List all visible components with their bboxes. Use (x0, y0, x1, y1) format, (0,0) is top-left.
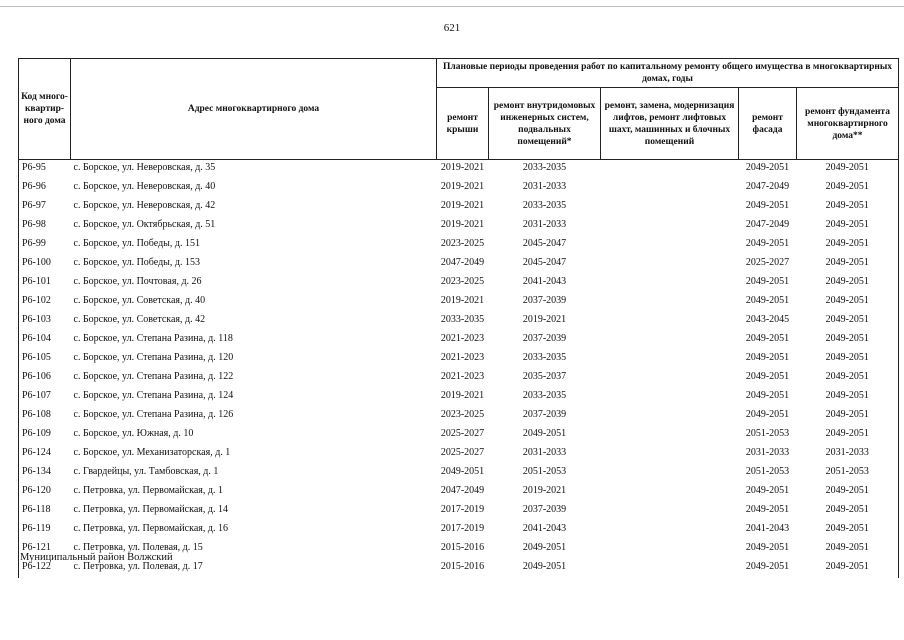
cell-address: с. Борское, ул. Степана Разина, д. 126 (73, 409, 234, 420)
cell-engineering: 2019-2021 (522, 485, 567, 496)
cell-engineering: 2033-2035 (522, 200, 567, 211)
cell-address: с. Борское, ул. Степана Разина, д. 122 (73, 371, 234, 382)
header-roof: ремонт крыши (437, 88, 489, 160)
cell-engineering: 2019-2021 (522, 314, 567, 325)
cell-facade: 2049-2051 (745, 200, 790, 211)
cell-facade: 2049-2051 (745, 295, 790, 306)
cell-roof: 2023-2025 (440, 409, 485, 420)
table-row (19, 483, 899, 502)
cell-lifts (601, 426, 739, 445)
cell-address: с. Борское, ул. Южная, д. 10 (73, 428, 194, 439)
cell-roof: 2025-2027 (440, 428, 485, 439)
cell-foundation: 2049-2051 (797, 179, 899, 198)
table-row (19, 312, 899, 331)
table-row (19, 198, 899, 217)
cell-foundation: 2049-2051 (797, 255, 899, 274)
table-row (19, 407, 899, 426)
table-row (19, 350, 899, 369)
table-row (19, 521, 899, 540)
cell-address: с. Борское, ул. Степана Разина, д. 124 (73, 390, 234, 401)
cell-facade: 2049-2051 (745, 333, 790, 344)
cell-facade: 2049-2051 (745, 390, 790, 401)
cell-code: Р6-119 (19, 521, 71, 540)
cell-address: с. Борское, ул. Неверовская, д. 40 (73, 181, 216, 192)
cell-lifts (601, 293, 739, 312)
cell-facade: 2049-2051 (745, 238, 790, 249)
page-number: 621 (443, 22, 461, 34)
cell-code: Р6-120 (19, 483, 71, 502)
cell-address: с. Гвардейцы, ул. Тамбовская, д. 1 (73, 466, 219, 477)
cell-facade: 2049-2051 (745, 485, 790, 496)
cell-roof: 2023-2025 (440, 276, 485, 287)
cell-lifts (601, 350, 739, 369)
cell-code: Р6-97 (19, 198, 71, 217)
cell-address: с. Борское, ул. Степана Разина, д. 120 (73, 352, 234, 363)
header-facade: ремонт фасада (739, 88, 797, 160)
cell-foundation: 2049-2051 (797, 236, 899, 255)
cell-foundation: 2049-2051 (797, 217, 899, 236)
cell-foundation: 2049-2051 (797, 369, 899, 388)
cell-roof: 2025-2027 (440, 447, 485, 458)
cell-engineering: 2035-2037 (522, 371, 567, 382)
cell-lifts (601, 559, 739, 578)
cell-roof: 2015-2016 (440, 542, 485, 553)
cell-code: Р6-109 (19, 426, 71, 445)
cell-code: Р6-98 (19, 217, 71, 236)
table-row (19, 160, 899, 180)
cell-roof: 2047-2049 (440, 485, 485, 496)
table-row (19, 331, 899, 350)
table-body (19, 160, 899, 579)
cell-lifts (601, 179, 739, 198)
table-row (19, 502, 899, 521)
table-row (19, 274, 899, 293)
cell-engineering: 2045-2047 (522, 238, 567, 249)
cell-address: с. Петровка, ул. Первомайская, д. 16 (73, 523, 228, 534)
cell-facade: 2041-2043 (745, 523, 790, 534)
cell-code: Р6-105 (19, 350, 71, 369)
cell-lifts (601, 331, 739, 350)
cell-roof: 2019-2021 (440, 200, 485, 211)
cell-engineering: 2037-2039 (522, 409, 567, 420)
cell-address: с. Борское, ул. Октябрьская, д. 51 (73, 219, 216, 230)
table-row (19, 464, 899, 483)
cell-foundation: 2049-2051 (797, 483, 899, 502)
cell-engineering: 2031-2033 (522, 181, 567, 192)
cell-foundation: 2049-2051 (797, 559, 899, 578)
cell-foundation: 2049-2051 (797, 331, 899, 350)
cell-facade: 2051-2053 (745, 466, 790, 477)
cell-roof: 2021-2023 (440, 333, 485, 344)
cell-code: Р6-99 (19, 236, 71, 255)
cell-lifts (601, 483, 739, 502)
cell-code: Р6-134 (19, 464, 71, 483)
cell-engineering: 2033-2035 (522, 390, 567, 401)
cell-address: с. Борское, ул. Неверовская, д. 42 (73, 200, 216, 211)
cell-address: с. Петровка, ул. Первомайская, д. 14 (73, 504, 228, 515)
cell-code: Р6-101 (19, 274, 71, 293)
cell-facade: 2049-2051 (745, 276, 790, 287)
cell-facade: 2049-2051 (745, 162, 790, 173)
cell-lifts (601, 160, 739, 180)
cell-engineering: 2051-2053 (522, 466, 567, 477)
cell-engineering: 2037-2039 (522, 504, 567, 515)
cell-lifts (601, 521, 739, 540)
cell-foundation: 2049-2051 (797, 293, 899, 312)
table-row (19, 217, 899, 236)
cell-facade: 2049-2051 (745, 561, 790, 572)
cell-facade: 2047-2049 (745, 219, 790, 230)
cell-lifts (601, 274, 739, 293)
cell-engineering: 2031-2033 (522, 219, 567, 230)
cell-foundation: 2049-2051 (797, 312, 899, 331)
cell-facade: 2049-2051 (745, 542, 790, 553)
cell-address: с. Борское, ул. Степана Разина, д. 118 (73, 333, 233, 344)
table-row (19, 293, 899, 312)
cell-roof: 2021-2023 (440, 371, 485, 382)
cell-code: Р6-95 (19, 160, 71, 180)
cell-facade: 2025-2027 (745, 257, 790, 268)
table-row (19, 179, 899, 198)
cell-address: с. Петровка, ул. Полевая, д. 17 (73, 561, 203, 572)
cell-code: Р6-124 (19, 445, 71, 464)
cell-facade: 2047-2049 (745, 181, 790, 192)
header-foundation: ремонт фундамента многоквартирного дома** (797, 88, 899, 160)
cell-address: с. Борское, ул. Победы, д. 151 (73, 238, 200, 249)
cell-lifts (601, 255, 739, 274)
table-row (19, 426, 899, 445)
cell-facade: 2051-2053 (745, 428, 790, 439)
header-planned-periods: Плановые периоды проведения работ по капитальному ремонту общего имущества в многоквартирных домах, годы (437, 59, 899, 88)
cell-roof: 2015-2016 (440, 561, 485, 572)
cell-foundation: 2049-2051 (797, 407, 899, 426)
cell-address: с. Петровка, ул. Полевая, д. 15 (73, 542, 203, 553)
cell-address: с. Борское, ул. Почтовая, д. 26 (73, 276, 202, 287)
cell-roof: 2033-2035 (440, 314, 485, 325)
cell-facade: 2049-2051 (745, 409, 790, 420)
capital-repair-table (18, 58, 899, 578)
cell-roof: 2021-2023 (440, 352, 485, 363)
header-lifts: ремонт, замена, модернизация лифтов, ремонт лифтовых шахт, машинных и блочных помещений (601, 88, 739, 160)
cell-lifts (601, 388, 739, 407)
cell-code: Р6-96 (19, 179, 71, 198)
table-row (19, 445, 899, 464)
cell-roof: 2019-2021 (440, 181, 485, 192)
cell-foundation: 2031-2033 (797, 445, 899, 464)
cell-code: Р6-118 (19, 502, 71, 521)
cell-address: с. Борское, ул. Советская, д. 42 (73, 314, 206, 325)
cell-engineering: 2031-2033 (522, 447, 567, 458)
cell-roof: 2047-2049 (440, 257, 485, 268)
cell-facade: 2049-2051 (745, 504, 790, 515)
cell-code: Р6-108 (19, 407, 71, 426)
cell-roof: 2017-2019 (440, 523, 485, 534)
cell-roof: 2023-2025 (440, 238, 485, 249)
cell-roof: 2017-2019 (440, 504, 485, 515)
district-heading: Муниципальный район Волжский (20, 552, 173, 563)
cell-foundation: 2049-2051 (797, 388, 899, 407)
cell-lifts (601, 217, 739, 236)
cell-engineering: 2049-2051 (522, 428, 567, 439)
cell-code: Р6-100 (19, 255, 71, 274)
scan-edge-line (0, 6, 904, 7)
cell-address: с. Петровка, ул. Первомайская, д. 1 (73, 485, 223, 496)
cell-lifts (601, 464, 739, 483)
cell-address: с. Борское, ул. Советская, д. 40 (73, 295, 206, 306)
cell-foundation: 2049-2051 (797, 540, 899, 559)
header-engineering: ремонт внутридомовых инженерных систем, подвальных помещений* (489, 88, 601, 160)
cell-roof: 2019-2021 (440, 295, 485, 306)
cell-address: с. Борское, ул. Неверовская, д. 35 (73, 162, 216, 173)
cell-foundation: 2049-2051 (797, 502, 899, 521)
cell-engineering: 2049-2051 (522, 561, 567, 572)
cell-foundation: 2051-2053 (797, 464, 899, 483)
cell-lifts (601, 312, 739, 331)
cell-code: Р6-122 (19, 559, 71, 578)
cell-engineering: 2045-2047 (522, 257, 567, 268)
cell-lifts (601, 445, 739, 464)
cell-engineering: 2049-2051 (522, 542, 567, 553)
cell-foundation: 2049-2051 (797, 198, 899, 217)
cell-foundation: 2049-2051 (797, 274, 899, 293)
cell-facade: 2049-2051 (745, 352, 790, 363)
cell-engineering: 2037-2039 (522, 333, 567, 344)
cell-roof: 2019-2021 (440, 162, 485, 173)
cell-code: Р6-102 (19, 293, 71, 312)
cell-lifts (601, 502, 739, 521)
cell-engineering: 2041-2043 (522, 276, 567, 287)
cell-lifts (601, 407, 739, 426)
table-row (19, 255, 899, 274)
cell-facade: 2049-2051 (745, 371, 790, 382)
cell-lifts (601, 198, 739, 217)
cell-facade: 2043-2045 (745, 314, 790, 325)
cell-roof: 2049-2051 (440, 466, 485, 477)
cell-roof: 2019-2021 (440, 219, 485, 230)
cell-foundation: 2049-2051 (797, 426, 899, 445)
cell-code: Р6-107 (19, 388, 71, 407)
cell-engineering: 2033-2035 (522, 162, 567, 173)
cell-foundation: 2049-2051 (797, 350, 899, 369)
cell-facade: 2031-2033 (745, 447, 790, 458)
cell-roof: 2019-2021 (440, 390, 485, 401)
cell-code: Р6-121 (19, 540, 71, 559)
cell-address: с. Борское, ул. Механизаторская, д. 1 (73, 447, 231, 458)
cell-code: Р6-106 (19, 369, 71, 388)
cell-foundation: 2049-2051 (797, 160, 899, 180)
cell-engineering: 2037-2039 (522, 295, 567, 306)
cell-lifts (601, 236, 739, 255)
table-row (19, 369, 899, 388)
table-row (19, 236, 899, 255)
cell-lifts (601, 369, 739, 388)
cell-code: Р6-104 (19, 331, 71, 350)
cell-engineering: 2041-2043 (522, 523, 567, 534)
cell-engineering: 2033-2035 (522, 352, 567, 363)
cell-foundation: 2049-2051 (797, 521, 899, 540)
table-row (19, 388, 899, 407)
header-address: Адрес многоквартирного дома (71, 59, 437, 160)
cell-address: с. Борское, ул. Победы, д. 153 (73, 257, 200, 268)
cell-lifts (601, 540, 739, 559)
header-code: Код много-квартир-ного дома (19, 59, 71, 160)
cell-code: Р6-103 (19, 312, 71, 331)
